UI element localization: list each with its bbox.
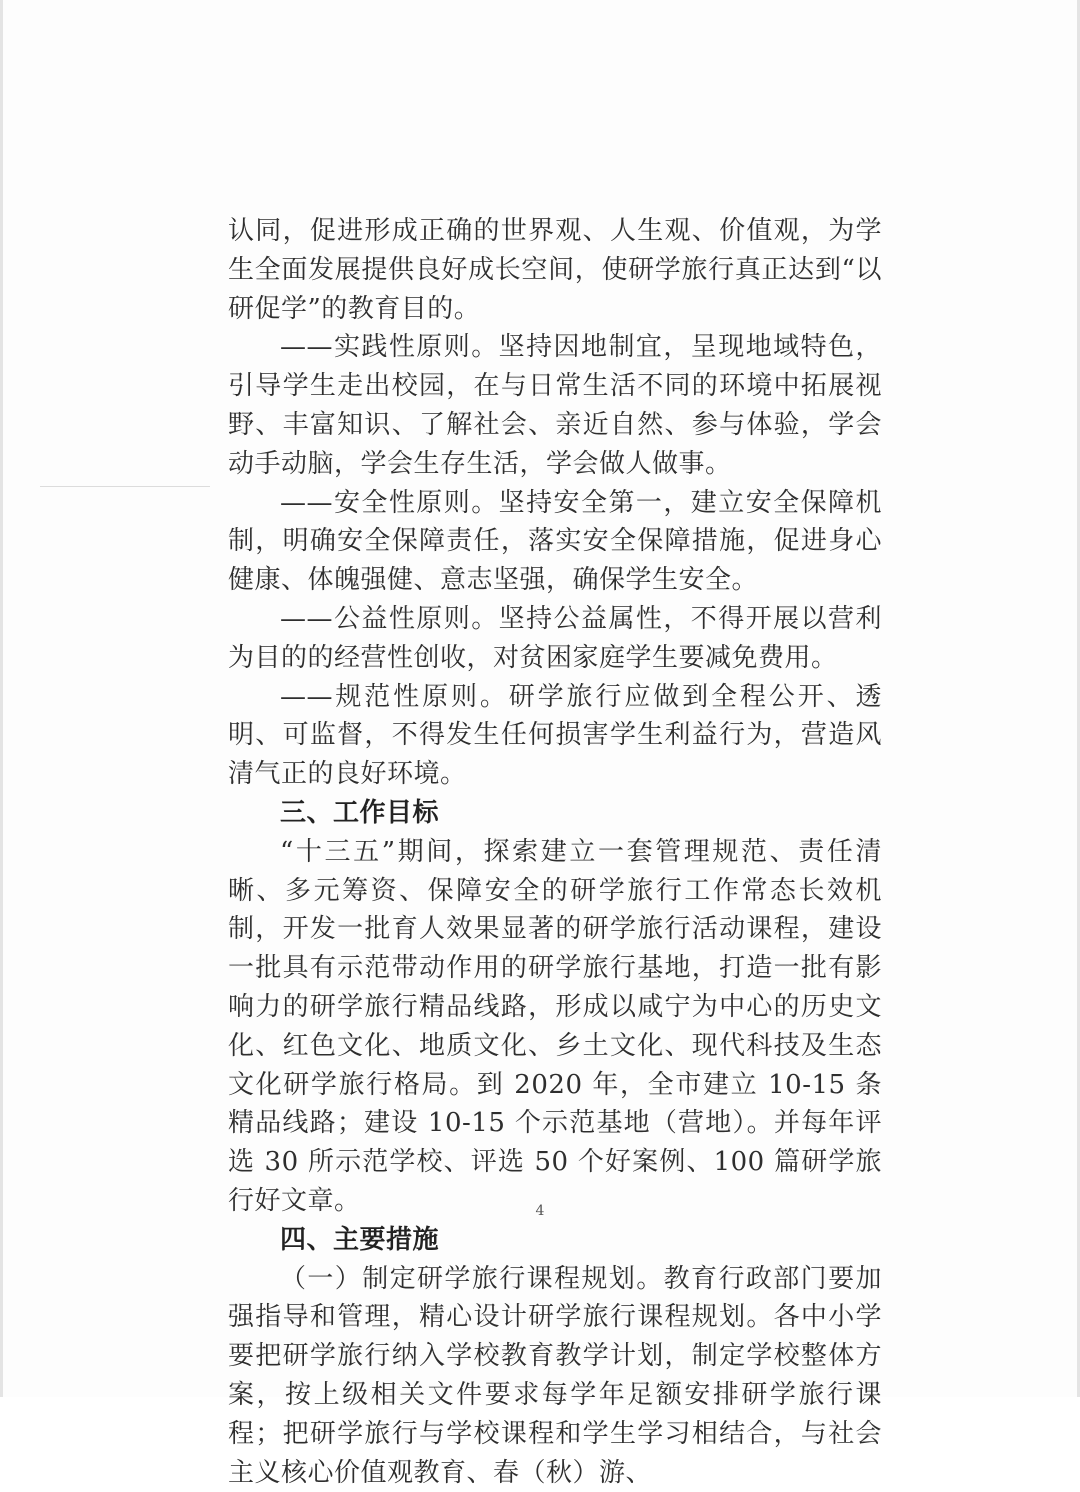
measure-1-paragraph: （一）制定研学旅行课程规划。教育行政部门要加强指导和管理，精心设计研学旅行课程规划。各中小学要把研学旅行纳入学校教育教学计划，制定学校整体方案，按上级相关文件要求每学年足额安排研学旅行课程；把研学旅行与学校课程和学生学习相结合，与社会主义核心价值观教育、春（秋）游、 bbox=[228, 1263, 882, 1488]
body-paragraph: 认同，促进形成正确的世界观、人生观、价值观，为学生全面发展提供良好成长空间，使研学旅行真正达到“以研促学”的教育目的。 bbox=[228, 216, 882, 324]
principle-practicality: ——实践性原则。坚持因地制宜，呈现地域特色，引导学生走出校园，在与日常生活不同的环境中拓展视野、丰富知识、了解社会、亲近自然、参与体验，学会动手动脑，学会生存生活，学会做人做事。 bbox=[228, 332, 882, 479]
page-number: 4 bbox=[535, 1203, 545, 1219]
document-body bbox=[228, 212, 882, 1492]
principle-safety: ——安全性原则。坚持安全第一，建立安全保障机制，明确安全保障责任，落实安全保障措施，促进身心健康、体魄强健、意志坚强，确保学生安全。 bbox=[228, 487, 882, 596]
work-goals-paragraph: “十三五”期间，探索建立一套管理规范、责任清晰、多元筹资、保障安全的研学旅行工作常态长效机制，开发一批育人效果显著的研学旅行活动课程，建设一批具有示范带动作用的研学旅行基地，打造一批有影响力的研学旅行精品线路，形成以咸宁为中心的历史文化、红色文化、地质文化、乡土文化、现代科技及生态文化研学旅行格局。到 2020 年，全市建立 10-15 条精品线路；建设 10-15 个示范基地（营地）。并每年评选 30 所示范学校、评选 50 个好案例、100 篇研学旅行好文章。 bbox=[228, 836, 882, 1216]
principle-standardization: ——规范性原则。研学旅行应做到全程公开、透明、可监督，不得发生任何损害学生利益行为，营造风清气正的良好环境。 bbox=[228, 681, 882, 790]
principle-public-welfare: ——公益性原则。坚持公益属性，不得开展以营利为目的的经营性创收，对贫困家庭学生要减免费用。 bbox=[228, 603, 882, 673]
section-heading-main-measures: 四、主要措施 bbox=[280, 1224, 440, 1255]
scan-mark-line bbox=[40, 486, 210, 487]
section-heading-work-goals: 三、工作目标 bbox=[280, 797, 440, 828]
scan-edge-left bbox=[0, 0, 3, 1397]
